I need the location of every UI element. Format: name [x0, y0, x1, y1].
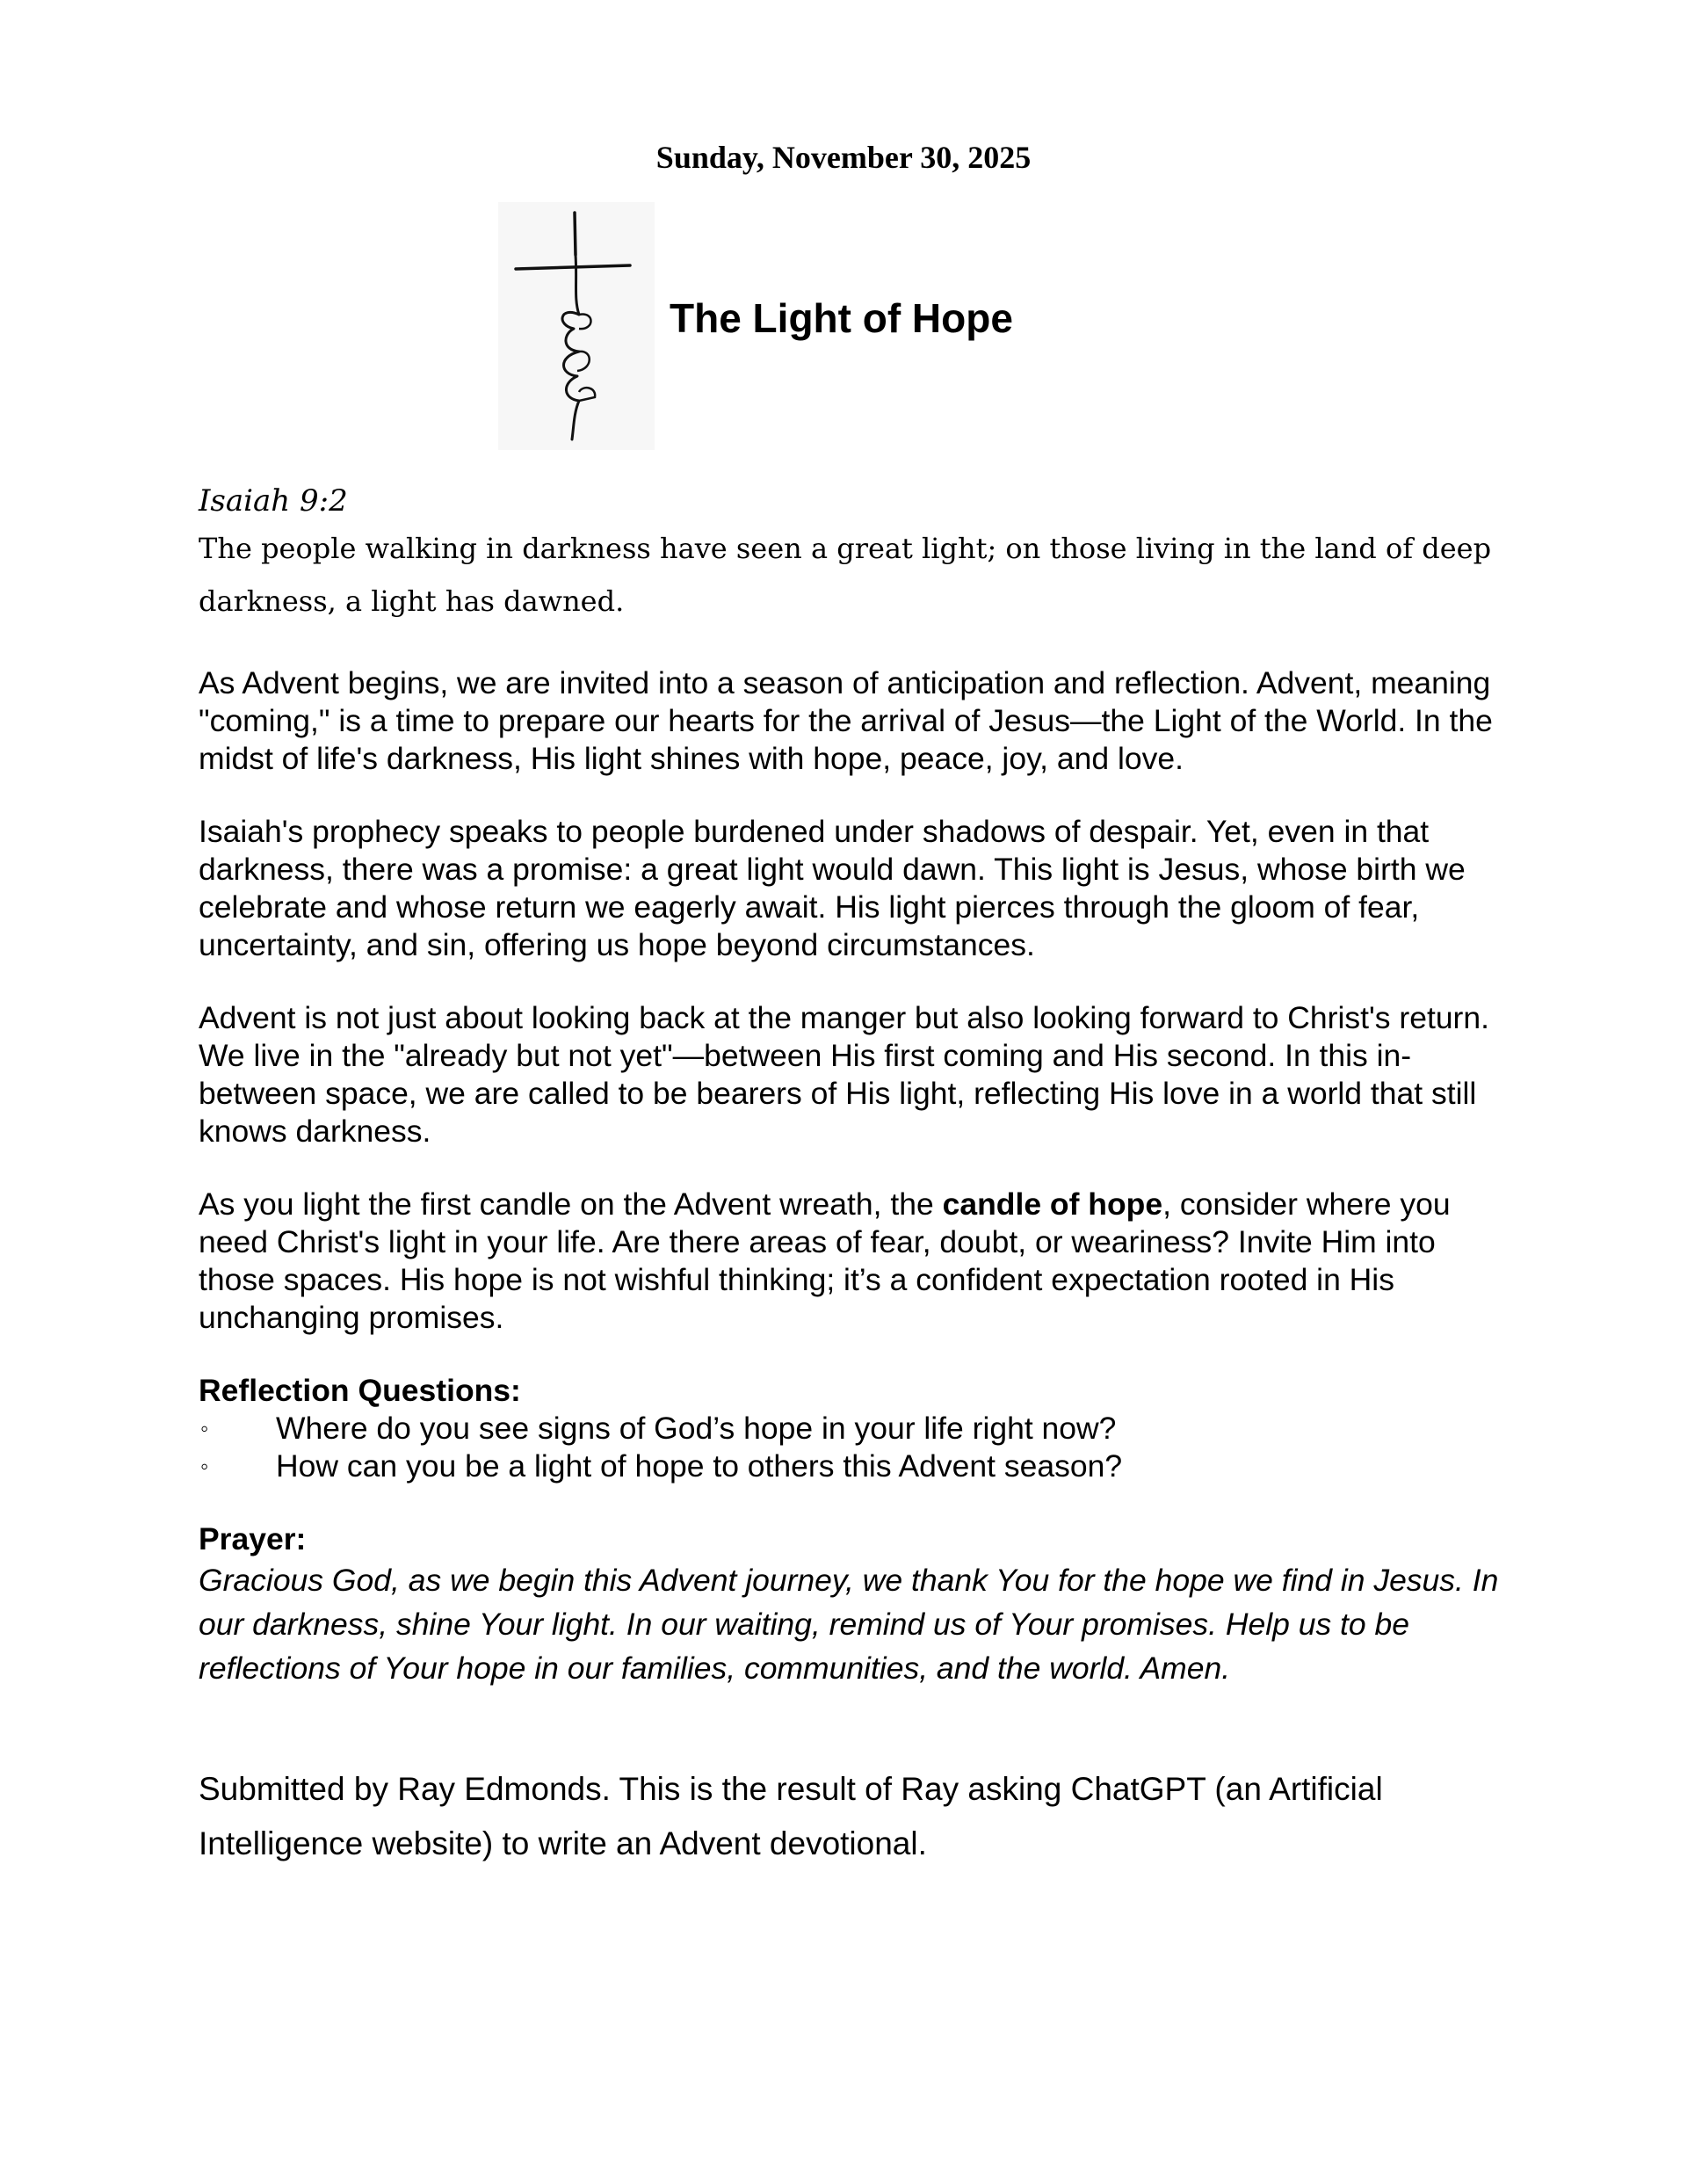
list-item: [199, 1448, 1499, 1485]
prayer-text: Gracious God, as we begin this Advent journey, we thank You for the hope we find in Jesus. In our darkness, shine Your light. In our waiting, remind us of Your promises. Help us to be reflections of Your hope in our families, communities, and the world. Amen.: [199, 1563, 1499, 1686]
paragraph-candle-of-hope: [199, 1186, 1499, 1337]
question-text: How can you be a light of hope to others this Advent season?: [276, 1448, 1123, 1484]
candle-of-hope-emphasis: candle of hope: [942, 1186, 1163, 1222]
paragraph-already-not-yet: Advent is not just about looking back at the manger but also looking forward to Christ's return. We live in the "already but not yet"—between His first coming and His second. In this in-between space, we are called to be bearers of His light, reflecting His love in a world that still knows darkness.: [199, 1000, 1489, 1149]
bullet-icon: ◦: [200, 1415, 209, 1441]
devotional-title: The Light of Hope: [670, 295, 1013, 341]
candle-text-before: As you light the first candle on the Advent wreath, the: [199, 1186, 943, 1222]
scripture-text: The people walking in darkness have seen a great light; on those living in the land of deep darkness, a light has dawned.: [199, 532, 1492, 618]
hope-cross-icon: [498, 202, 655, 450]
reflection-heading: Reflection Questions:: [199, 1373, 521, 1408]
bullet-icon: ◦: [200, 1453, 209, 1479]
prayer-heading: Prayer:: [199, 1521, 307, 1556]
scripture-reference: Isaiah 9:2: [199, 483, 348, 519]
reflection-questions: [199, 1410, 1499, 1485]
page-date: Sunday, November 30, 2025: [655, 140, 1032, 175]
paragraph-isaiah-prophecy: Isaiah's prophecy speaks to people burdened under shadows of despair. Yet, even in that darkness, there was a promise: a great light would dawn. This light is Jesus, whose birth we celebrate and whose return we eagerly await. His light pierces through the gloom of fear, uncertainty, and sin, offering us hope beyond circumstances.: [199, 814, 1466, 962]
question-text: Where do you see signs of God’s hope in your life right now?: [276, 1411, 1117, 1446]
list-item: [199, 1410, 1499, 1448]
paragraph-advent-begins: As Advent begins, we are invited into a season of anticipation and reflection. Advent, meaning "coming," is a time to prepare our hearts for the arrival of Jesus—the Light of the World. In the midst of life's darkness, His light shines with hope, peace, joy, and love.: [199, 665, 1493, 776]
devotional-body: [199, 482, 1499, 1871]
submission-note: Submitted by Ray Edmonds. This is the result of Ray asking ChatGPT (an Artificial Intelligence website) to write an Advent devotional.: [199, 1771, 1383, 1861]
candle-text-after: , consider where you need Christ's light in your life. Are there areas of fear, doubt, or weariness? Invite Him into those spaces. His hope is not wishful thinking; it’s a confident expectation rooted in His unchanging promises.: [199, 1186, 1451, 1335]
